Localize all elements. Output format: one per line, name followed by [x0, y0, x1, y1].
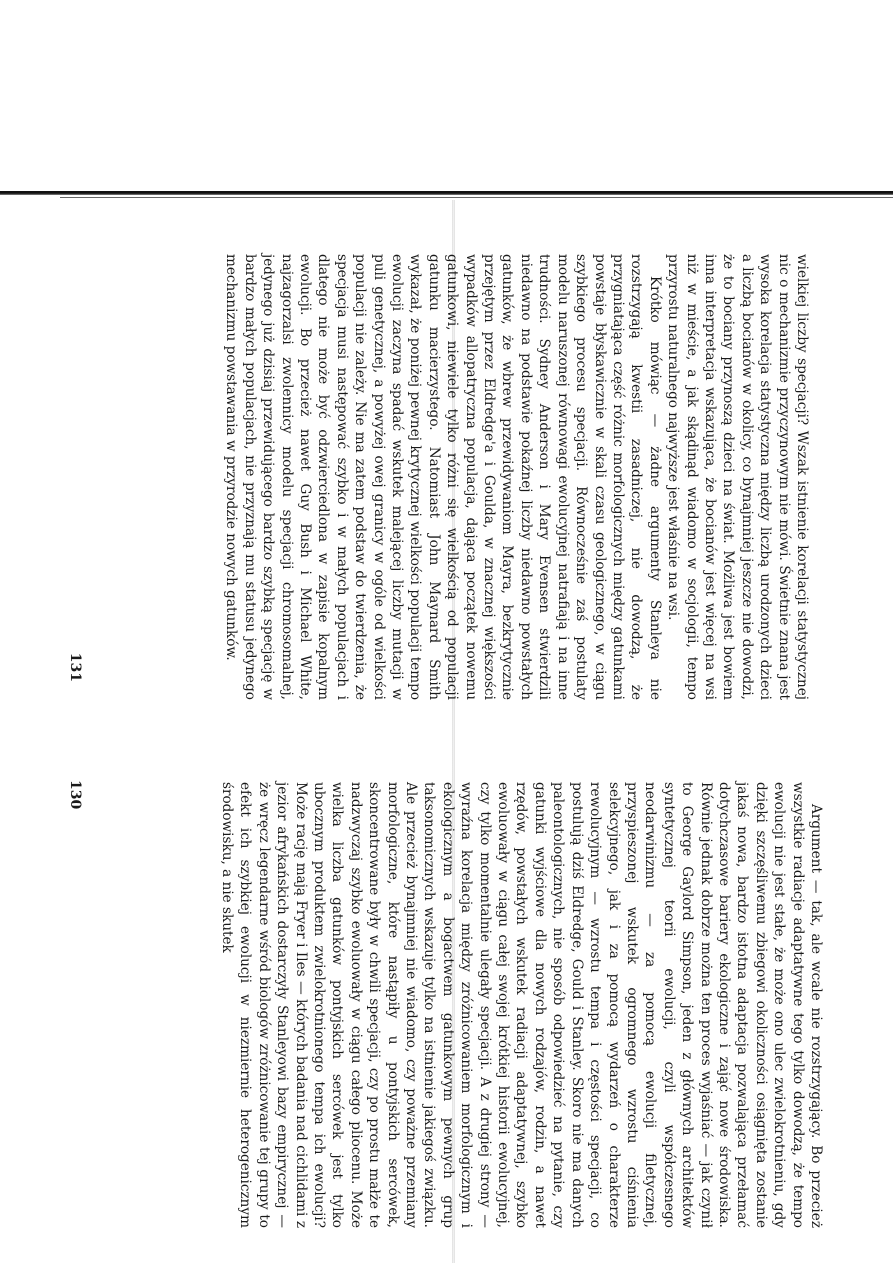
page-130-paragraph-1: Argument — tak, ale wcale nie rozstrzygający. Bo przecież wszystkie radiacje adaptatywne tego tylko dowodzą, że tempo ewolucji nie jest stałe, że może ono ulec zwielokrotnieniu, gdy dzięki szczęśliwemu zbiegowi okoliczności osiągnięta zostanie jakaś nowa, bardzo istotna adaptacja pozwalająca przełamać dotychczasowe bariery ekologiczne i zająć nowe środowiska. Równie jednak dobrze można ten proces wyjaśniać — jak czynił to George Gaylord Simpson, jeden z głównych architektów syntetycznej teorii ewolucji, czyli współczesnego neodarwinizmu — za pomocą ewolucji filetycznej, przyspieszonej wskutek ogromnego wzrostu ciśnienia selekcyjnego, jak i za pomocą wydarzeń o charakterze rewolucyjnym — wzrostu tempa i częstości specjacji, co postulują dziś Eldredge, Gould i Stanley. Skoro nie ma danych paleontologicznych, nie sposób odpowiedzieć na pytanie, czy gatunki wyjściowe dla nowych rodzajów, rodzin, a nawet rzędów, powstałych wskutek radiacji adaptatywnej, szybko ewoluowały w ciągu całej swojej krótkiej historii ewolucyjnej, czy tylko momentalnie ulegały specjacji. A z drugiej strony — wyraźna korelacja między zróżnicowaniem morfologicznym i ekologicznym a bogactwem gatunkowym pewnych grup taksonomicznych wskazuje tylko na istnienie jakiegoś związku. Ale przecież bynajmniej nie wiadomo, czy poważne przemiany morfologiczne, które nastąpiły u pontyjskich sercówek, skoncentrowane były w chwili specjacji, czy po prostu małże te nadzwyczaj szybko ewoluowały w ciągu całego pliocenu. Może wielka liczba gatunków pontyjskich sercówek jest tylko ubocznym produktem zwielokrotnionego tempa ich ewolucji? Może rację mają Fryer i Iles — których badania nad cichlidami z jezior afrykańskich dostarczyły Stanleyowi bazy empirycznej — że wręcz legendarne wśród biologów zróżnicowanie tej grupy to efekt ich szybkiej ewolucji w niezmiernie heterogenicznym środowisku, a nie skutek: [218, 782, 824, 1228]
page-131-body: [57, 240, 837, 710]
page-130: [57, 772, 837, 1240]
page-number-130: 130: [66, 780, 83, 810]
scan-top-edge-thin-rule: [60, 197, 893, 198]
page-number-131: 131: [66, 652, 83, 682]
scan-top-edge-rule: [0, 191, 893, 195]
page-131: [57, 240, 837, 710]
rotated-book-spread: [57, 240, 837, 1240]
page-131-paragraph-1: wielkiej liczby specjacji? Wszak istnienie korelacji statystycznej nic o mechanizmie przyczynowym nie mówi. Świetnie znana jest wysoka korelacja statystyczna między liczbą urodzonych dzieci a liczbą bocianów w okolicy, co bynajmniej jeszcze nie dowodzi, że to bociany przynoszą dzieci na świat. Możliwa jest bowiem inna interpretacja wskazująca, że bocianów jest więcej na wsi niż w mieście, a jak skądinąd wiadomo w socjologii, tempo przyrostu naturalnego najwyższe jest właśnie na wsi.: [664, 254, 810, 700]
page-130-body: [57, 772, 837, 1240]
page-131-paragraph-2: Krótko mówiąc — żadne argumenty Stanleya nie rozstrzygają kwestii zasadniczej, nie dowodzą, że przygniatająca część różnic morfologicznych między gatunkami powstaje błyskawicznie w skali czasu geologicznego, w ciągu szybkiego procesu specjacji. Równocześnie zaś postulaty modelu naruszonej równowagi ewolucyjnej natrafiają i na inne trudności. Sydney Anderson i Mary Evensen stwierdzili niedawno na podstawie pokaźnej liczby niedawno powstałych gatunków, że wbrew przewidywaniom Mayra, bezkrytycznie przejętym przez Eldredge'a i Goulda, w znacznej większości wypadków allopatryczna populacja, dająca początek nowemu gatunkowi, niewiele tylko różni się wielkością od populacji gatunku macierzystego. Natomiast John Maynard Smith wykazał, że poniżej pewnej krytycznej wielkości populacji tempo ewolucji zaczyna spadać wskutek malejącej liczby mutacji w puli genetycznej, a powyżej owej granicy w ogóle od wielkości populacji nie zależy. Nie ma zatem podstaw do twierdzenia, że specjacja musi następować szybko i w małych populacjach i dlatego nie może być odzwierciedlona w zapisie kopalnym ewolucji. Bo przecież nawet Guy Bush i Michael White, najzagorzalsi zwolennicy modelu specjacji chromosomalnej, jedynego już dzisiaj przewidującego bardzo szybką specjację w bardzo małych populacjach, nie przyznają mu statusu jedynego mechanizmu powstawania w przyrodzie nowych gatunków.: [222, 254, 663, 700]
